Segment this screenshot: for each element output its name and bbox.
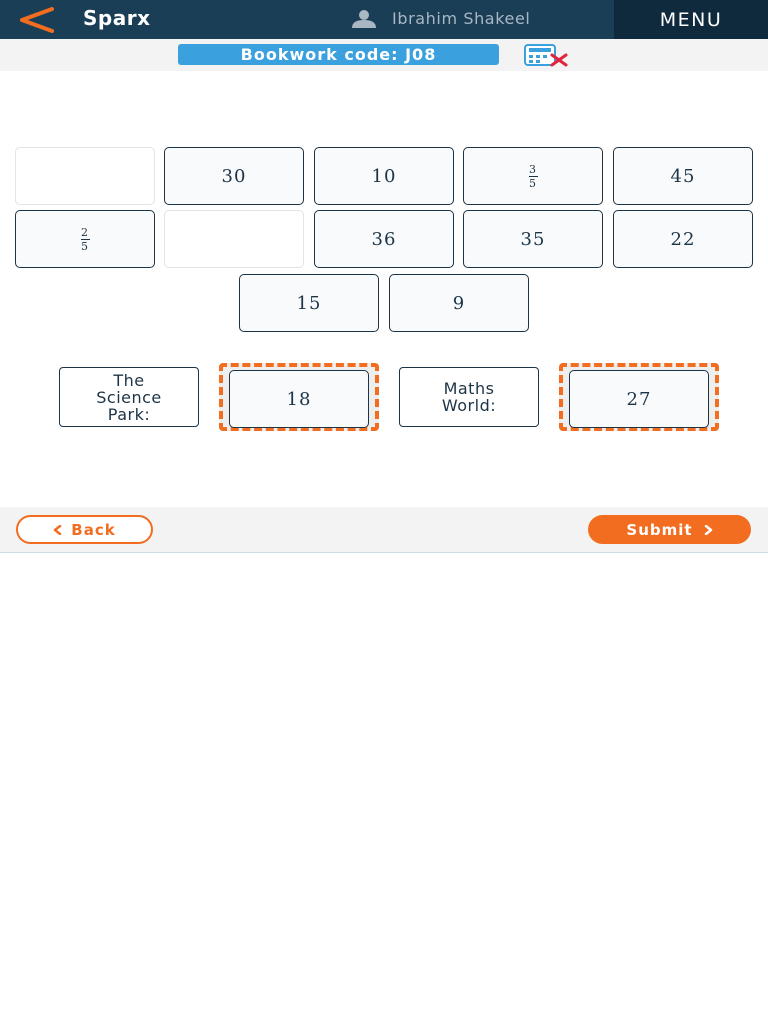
back-label: Back	[71, 520, 116, 539]
card-slot-empty[interactable]	[164, 210, 304, 268]
submit-button[interactable]	[588, 515, 751, 544]
card-30[interactable]: 30	[164, 147, 304, 205]
label-line: The	[113, 370, 145, 390]
card-15[interactable]: 15	[239, 274, 379, 332]
card-slot-empty[interactable]	[15, 147, 155, 205]
label-line: Maths	[443, 379, 495, 398]
submit-label: Submit	[626, 520, 693, 539]
chevron-right-icon	[703, 525, 713, 535]
bookwork-code: Bookwork code: J08	[178, 44, 499, 65]
fraction	[81, 227, 90, 252]
footer-bar	[0, 507, 768, 553]
card-two-fifths[interactable]	[15, 210, 155, 268]
user-name[interactable]: Ibrahim Shakeel	[392, 9, 531, 28]
bookwork-bar	[0, 39, 768, 71]
menu-button[interactable]: MENU	[614, 0, 768, 39]
calculator-not-allowed-icon	[522, 43, 574, 67]
maths-world-drop-zone[interactable]	[559, 363, 719, 431]
fraction	[529, 164, 538, 189]
back-arrow-icon[interactable]	[16, 6, 58, 34]
maths-world-label	[399, 367, 539, 427]
card-35[interactable]: 35	[463, 210, 603, 268]
user-icon	[350, 10, 378, 28]
brand-logo: Sparx	[83, 6, 151, 30]
science-park-answer-card[interactable]: 18	[229, 370, 369, 428]
chevron-left-icon	[53, 525, 63, 535]
fraction-denominator: 5	[81, 239, 89, 253]
back-button[interactable]	[16, 515, 153, 544]
card-36[interactable]: 36	[314, 210, 454, 268]
card-9[interactable]: 9	[389, 274, 529, 332]
card-22[interactable]: 22	[613, 210, 753, 268]
label-line: Science	[96, 387, 162, 407]
fraction-denominator: 5	[529, 176, 537, 190]
card-10[interactable]: 10	[314, 147, 454, 205]
label-line: World:	[441, 396, 497, 415]
science-park-label	[59, 367, 199, 427]
card-three-fifths[interactable]	[463, 147, 603, 205]
label-line: Park:	[107, 404, 151, 424]
maths-world-answer-card[interactable]: 27	[569, 370, 709, 428]
fraction-numerator: 3	[529, 162, 537, 176]
fraction-numerator: 2	[81, 225, 89, 239]
science-park-drop-zone[interactable]	[219, 363, 379, 431]
top-bar	[0, 0, 768, 39]
card-45[interactable]: 45	[613, 147, 753, 205]
